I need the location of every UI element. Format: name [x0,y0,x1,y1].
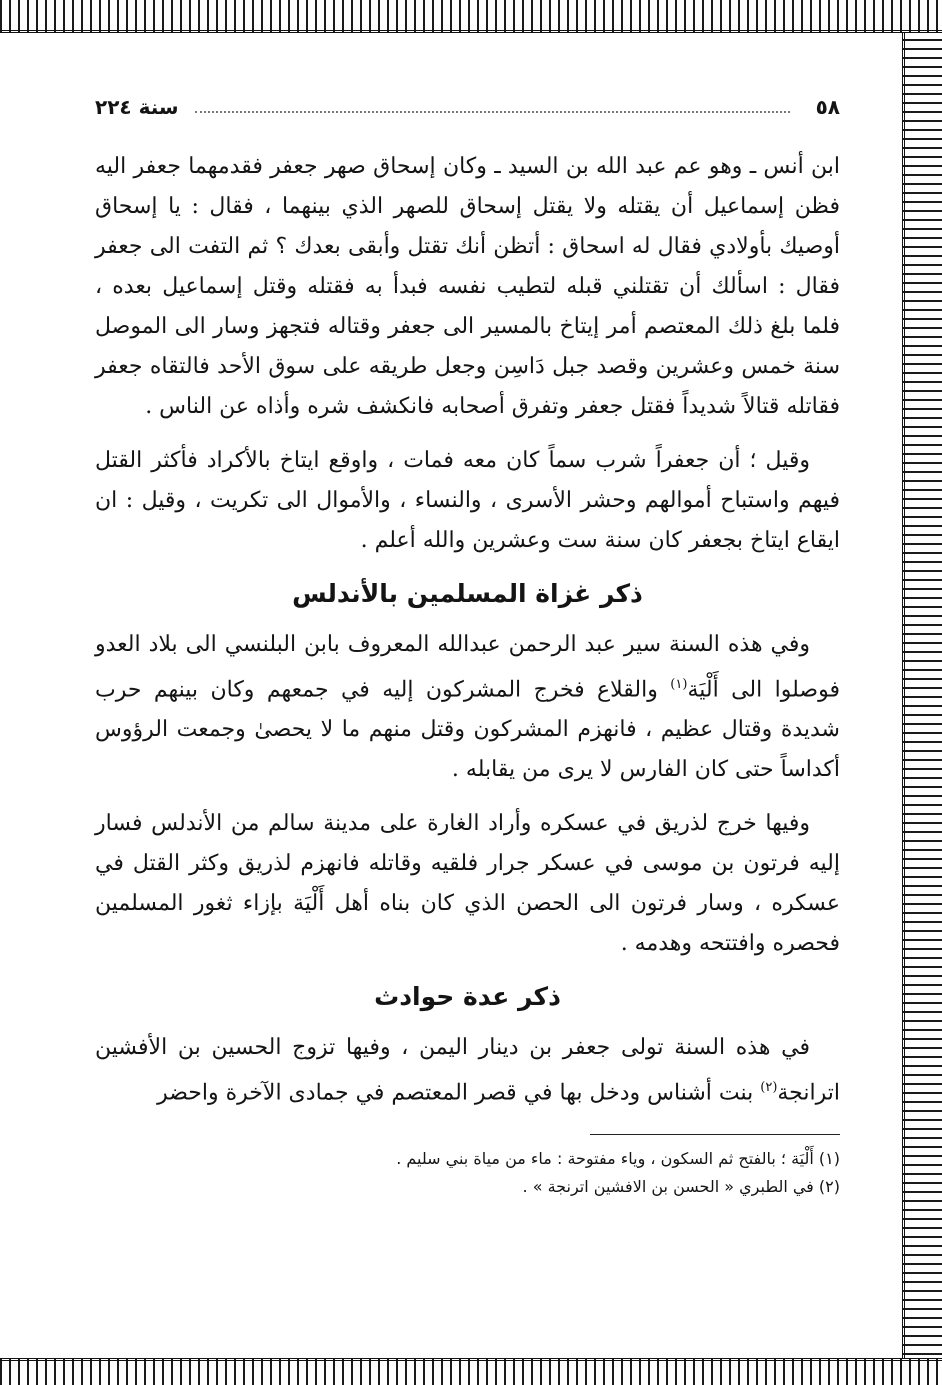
header-dotted-rule [195,111,790,113]
paragraph [95,1028,840,1113]
paragraph: وفيها خرج لذريق في عسكره وأراد الغارة على مدينة سالم من الأندلس فسار إليه فرتون بن موسى في عسكر جرار فلقيه وقاتله فانهزم لذريق وكثر القتل في عسكره ، وسار فرتون الى الحصن الذي كان بناه أهل أَلْيَة بإزاء ثغور المسلمين فحصره وافتتحه وهدمه . [95,811,840,957]
paragraph [95,625,840,790]
footnote-ref[interactable]: (١) [670,677,688,692]
running-title: سنة ٢٢٤ [95,95,179,119]
ornamental-border-bottom [0,1358,942,1385]
paragraph-text: بنت أشناس ودخل بها في قصر المعتصم في جمادى الآخرة واحضر [157,1080,761,1106]
footnote: (١) أَلْيَة ؛ بالفتح ثم السكون ، وياء مفتوحة : ماء من مياة بني سليم . [396,1148,840,1168]
paragraph-text: والقلاع فخرج المشركون إليه في جمعهم وكان بينهم حرب شديدة وقتال عظيم ، فانهزم المشركون وقتل منهم ما لا يحصىٰ وجمعت الرؤوس أكداساً حتى كان الفارس لا يرى من يقابله . [95,677,840,783]
paragraph-text: وفي هذه السنة سير عبد الرحمن عبدالله المعروف بابن البلنسي الى بلاد العدو فوصلوا الى أَلْيَة [95,632,840,703]
paragraph: ابن أنس ـ وهو عم عبد الله بن السيد ـ وكان إسحاق صهر جعفر فقدمهما جعفر اليه فظن إسماعيل أن يقتله ولا يقتل إسحاق للصهر الذي بينهما ، فقال : يا إسحاق أوصيك بأولادي فقال له اسحاق : أتظن أنك تقتل وأبقى بعدك ؟ ثم التفت الى جعفر فقال : اسألك أن تقتلني قبله لتطيب نفسه فبدأ به فقتله وقتل إسماعيل بعده ، فلما بلغ ذلك المعتصم أمر إيتاخ بالمسير الى جعفر وقتاله فتجهز وسار الى الموصل سنة خمس وعشرين وقصد جبل دَاسِن وجعل طريقه على سوق الأحد فالتقاه جعفر فقاتله قتالاً شديداً فقتل جعفر وتفرق أصحابه فانكشف شره وأذاه عن الناس . [95,154,840,419]
section-heading: ذكر غزاة المسلمين بالأندلس [292,579,643,608]
footnote-ref[interactable]: (٢) [760,1080,778,1096]
page-header [95,95,840,127]
footnote: (٢) في الطبري « الحسن بن الافشين اترنجة » . [522,1176,840,1196]
page-body [95,147,840,1201]
footnote-separator [590,1134,840,1135]
paragraph-text: في هذه السنة تولى جعفر بن دينار اليمن ، وفيها تزوج الحسين بن الأفشين اترانجة [95,1035,840,1106]
section-heading: ذكر عدة حوادث [374,982,561,1012]
paragraph: وقيل ؛ أن جعفراً شرب سماً كان معه فمات ، واوقع ايتاخ بالأكراد فأكثر القتل فيهم واستباح أموالهم وحشر الأسرى ، والنساء ، والأموال الى تكريت ، وقيل : ان ايقاع ايتاخ بجعفر كان سنة ست وعشرين والله أعلم . [95,448,840,553]
page-number: ٥٨ [815,95,840,119]
ornamental-border-right [902,0,942,1382]
ornamental-border-top [0,0,942,33]
book-page [95,95,840,1201]
